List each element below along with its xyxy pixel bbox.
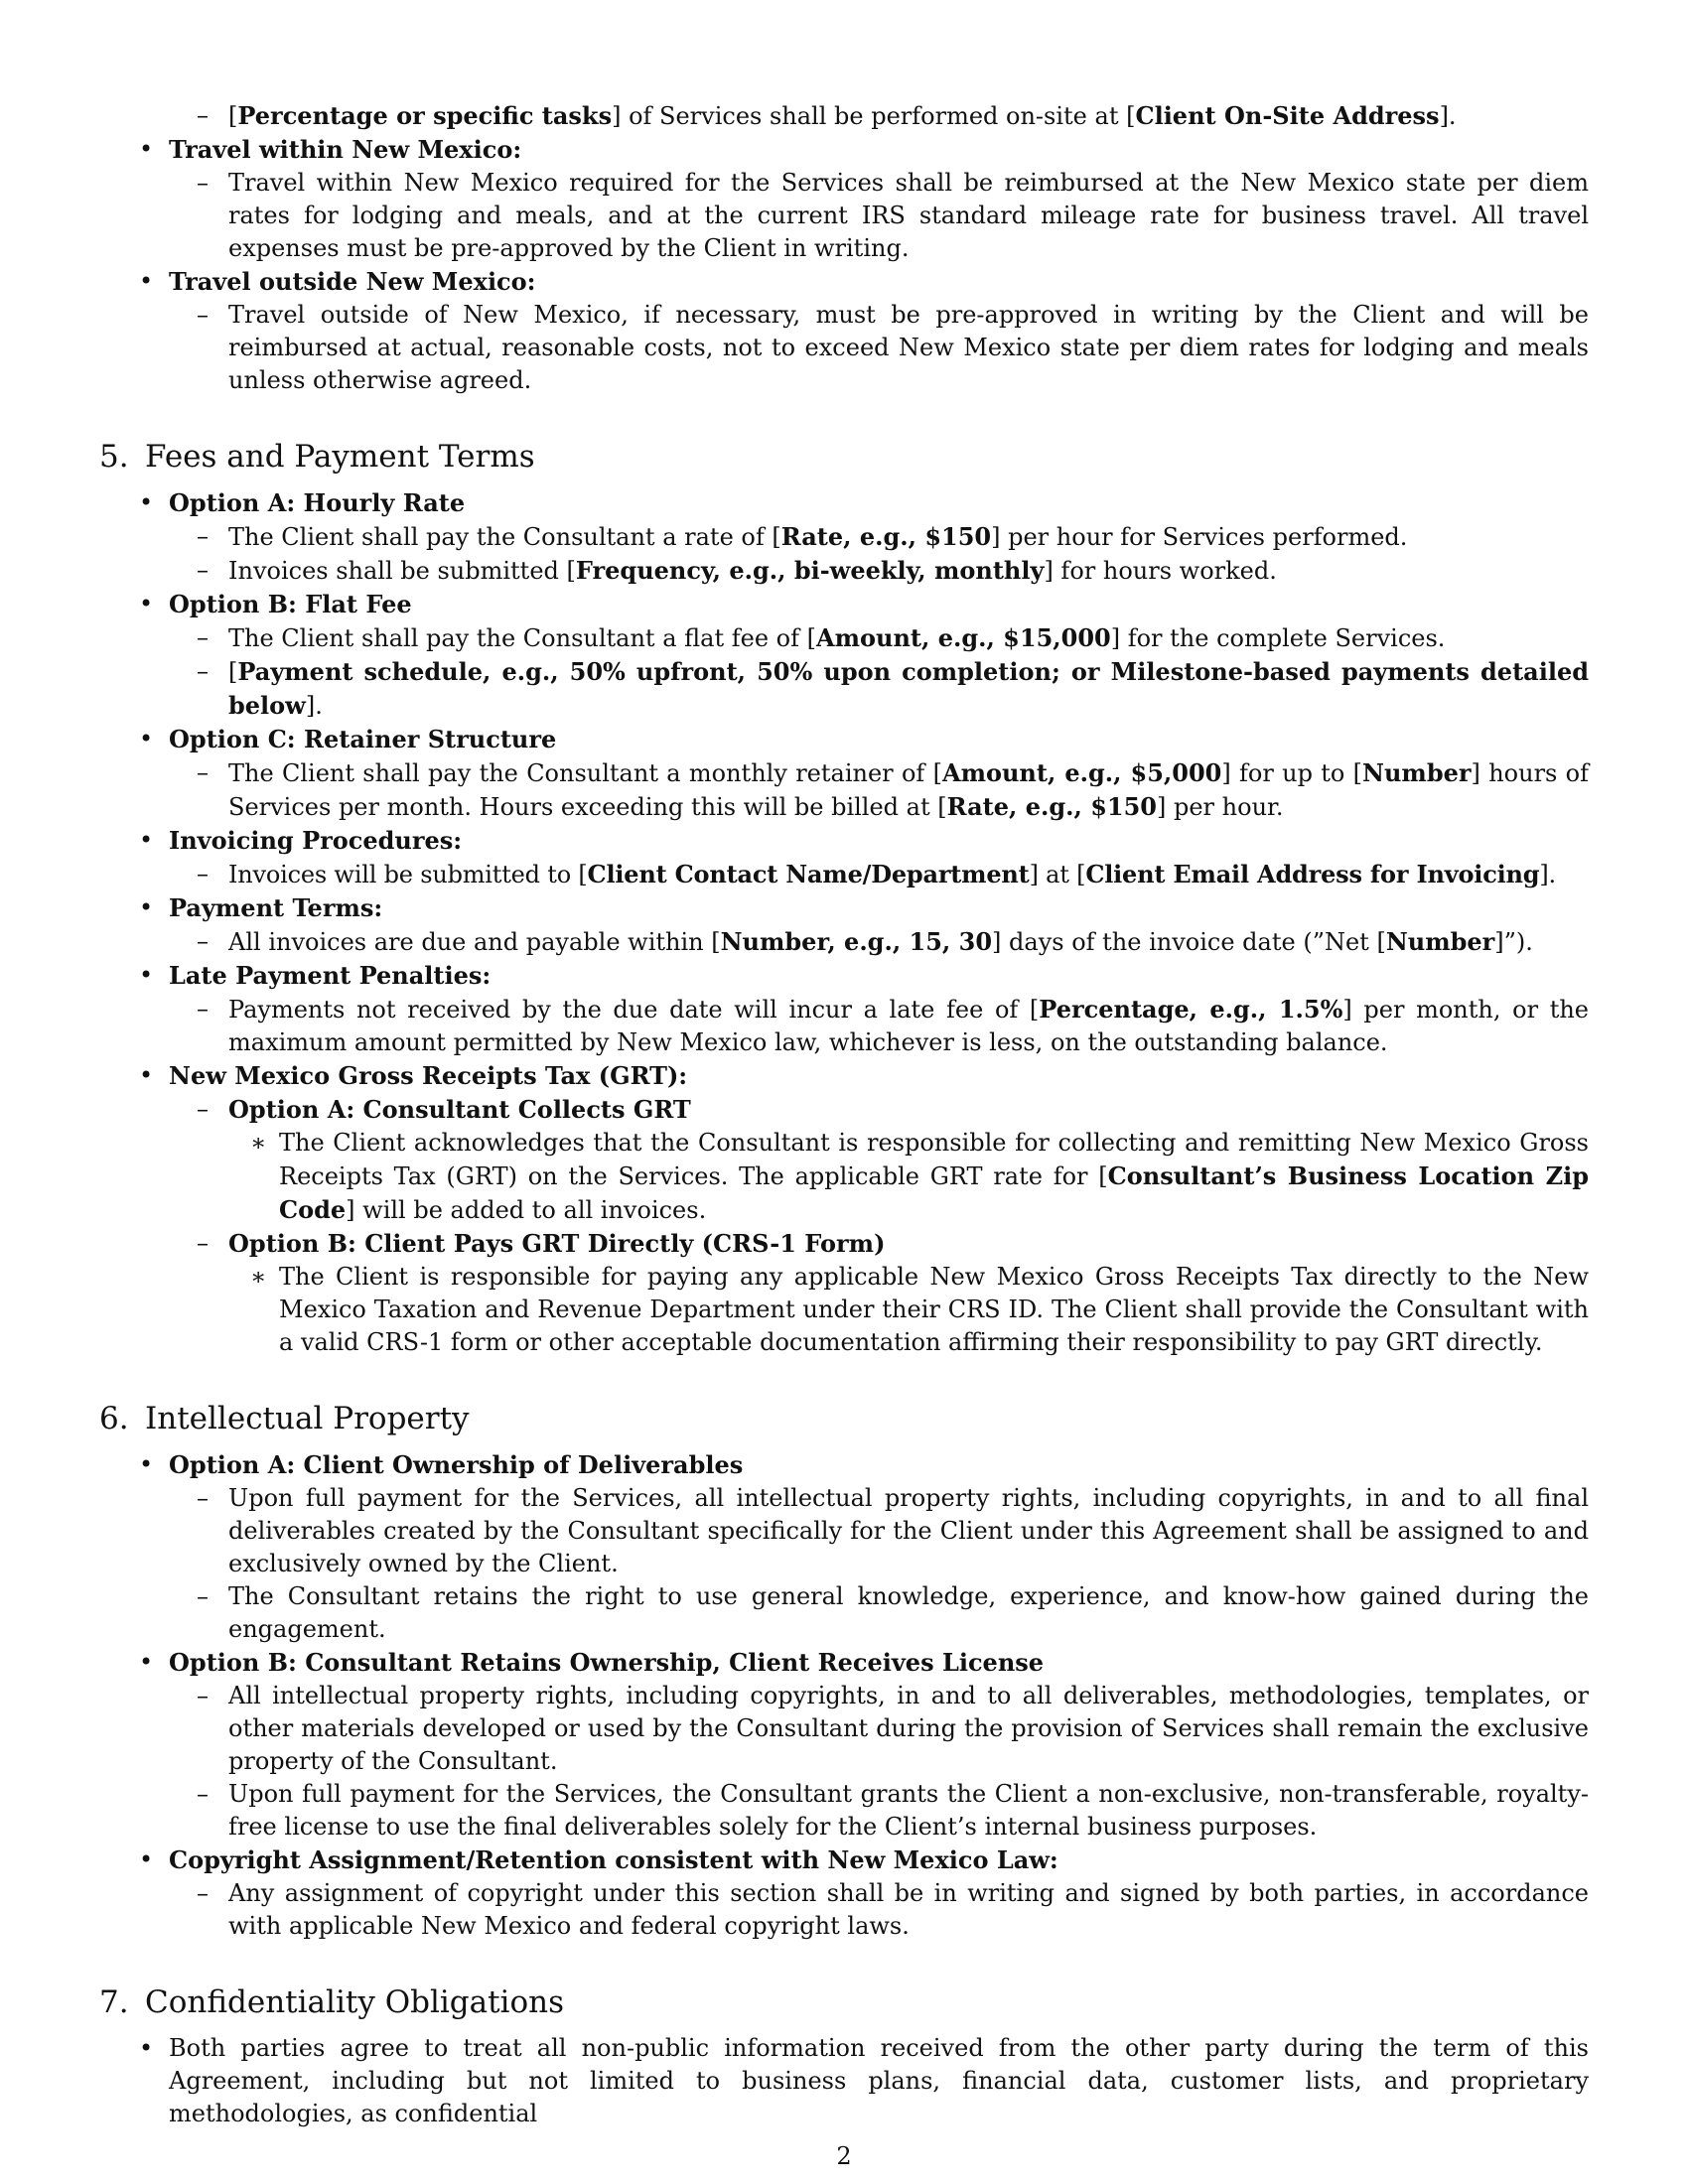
list-item: • New Mexico Gross Receipts Tax (GRT): xyxy=(139,1061,688,1090)
list-item: • Late Payment Penalties: xyxy=(139,961,492,990)
item-heading: New Mexico Gross Receipts Tax (GRT): xyxy=(169,1061,688,1090)
section-heading-confidentiality: 7. Confidentiality Obligations xyxy=(99,1984,565,2020)
list-item: • Travel within New Mexico: xyxy=(139,135,522,164)
list-item: – All invoices are due and payable within [Number, e.g., 15, 30] days of the invoice date (”Net [Number]”). xyxy=(197,927,1533,956)
list-item: • Travel outside New Mexico: xyxy=(139,267,536,296)
list-item: – The Client shall pay the Consultant a rate of [Rate, e.g., $150] per hour for Services performed. xyxy=(197,522,1408,551)
item-heading: Option B: Consultant Retains Ownership, Client Receives License xyxy=(169,1648,1045,1677)
item-heading: Invoicing Procedures: xyxy=(169,826,463,855)
page-number: 2 xyxy=(836,2142,852,2170)
list-item: ∗ The Client acknowledges that the Consultant is responsible for collecting and remitting New Mexico Gross Receipts Tax (GRT) on the Services. The applicable GRT rate for [Consultant’s Business Location Zip Code] will be added to all invoices. xyxy=(250,1129,1590,1224)
item-heading: Option B: Client Pays GRT Directly (CRS-1 Form) xyxy=(228,1229,886,1258)
item-heading: Travel outside New Mexico: xyxy=(169,267,536,296)
list-item: • Invoicing Procedures: xyxy=(139,826,463,855)
item-heading: Option A: Hourly Rate xyxy=(169,488,466,517)
list-item: – Travel within New Mexico required for the Services shall be reimbursed at the New Mexico state per diem rates for lodging and meals, and at the current IRS standard mileage rate for business travel. All travel expenses must be pre-approved by the Client in writing. xyxy=(197,169,1589,262)
document-page xyxy=(99,99,1589,2130)
item-heading: Option A: Consultant Collects GRT xyxy=(228,1095,691,1124)
item-heading: Option A: Client Ownership of Deliverables xyxy=(169,1450,744,1479)
list-item: – Option B: Client Pays GRT Directly (CRS-1 Form) xyxy=(197,1229,886,1258)
list-item: • Option A: Hourly Rate xyxy=(139,488,466,517)
list-item: • Option C: Retainer Structure xyxy=(139,725,557,753)
item-heading: Late Payment Penalties: xyxy=(169,961,492,990)
list-item: – The Client shall pay the Consultant a flat fee of [Amount, e.g., $15,000] for the complete Services. xyxy=(197,623,1446,652)
item-heading: Option B: Flat Fee xyxy=(169,590,412,618)
list-item: – Travel outside of New Mexico, if necessary, must be pre-approved in writing by the Client and will be reimbursed at actual, reasonable costs, not to exceed New Mexico state per diem rates for lodging and meals unless otherwise agreed. xyxy=(197,301,1589,394)
list-item: • Copyright Assignment/Retention consistent with New Mexico Law: xyxy=(139,1845,1058,1874)
list-item: • Option B: Consultant Retains Ownership, Client Receives License xyxy=(139,1648,1045,1677)
list-item: – [Payment schedule, e.g., 50% upfront, 50% upon completion; or Milestone-based payments detailed below]. xyxy=(197,657,1589,720)
list-item: – [Percentage or specific tasks] of Services shall be performed on-site at [Client On-Site Address]. xyxy=(197,101,1457,130)
list-item: • Option A: Client Ownership of Deliverables xyxy=(139,1450,744,1479)
list-item: – Upon full payment for the Services, the Consultant grants the Client a non-exclusive, non-transferable, royalty-free license to use the final deliverables solely for the Client’s internal business purposes. xyxy=(197,1780,1589,1841)
section-heading-ip: 6. Intellectual Property xyxy=(99,1401,470,1436)
list-item: – Payments not received by the due date will incur a late fee of [Percentage, e.g., 1.5%] per month, or the maximum amount permitted by New Mexico law, whichever is less, on the outstanding balance. xyxy=(197,995,1589,1056)
list-item: – Option A: Consultant Collects GRT xyxy=(197,1095,691,1124)
item-heading: Travel within New Mexico: xyxy=(169,135,522,164)
list-item: – Invoices will be submitted to [Client Contact Name/Department] at [Client Email Address for Invoicing]. xyxy=(197,860,1556,888)
list-item: • Payment Terms: xyxy=(139,893,383,922)
list-item: • Option B: Flat Fee xyxy=(139,590,412,618)
list-item: – Any assignment of copyright under this section shall be in writing and signed by both parties, in accordance with applicable New Mexico and federal copyright laws. xyxy=(197,1879,1589,1940)
list-item: – All intellectual property rights, including copyrights, in and to all deliverables, methodologies, templates, or other materials developed or used by the Consultant during the provision of Services shall remain the exclusive property of the Consultant. xyxy=(197,1682,1589,1775)
list-item: • Both parties agree to treat all non-public information received from the other party during the term of this Agreement, including but not limited to business plans, financial data, customer lists, and proprietary methodologies, as confidential xyxy=(139,2034,1589,2127)
item-heading: Payment Terms: xyxy=(169,893,383,922)
list-item: ∗ The Client is responsible for paying any applicable New Mexico Gross Receipts Tax directly to the New Mexico Taxation and Revenue Department under their CRS ID. The Client shall provide the Consultant with a valid CRS-1 form or other acceptable documentation affirming their responsibility to pay GRT directly. xyxy=(250,1263,1589,1356)
list-item: – Upon full payment for the Services, all intellectual property rights, including copyrights, in and to all final deliverables created by the Consultant specifically for the Client under this Agreement shall be assigned to and exclusively owned by the Client. xyxy=(197,1484,1589,1577)
section-heading-fees: 5. Fees and Payment Terms xyxy=(99,439,535,475)
item-heading: Option C: Retainer Structure xyxy=(169,725,557,753)
list-item: – Invoices shall be submitted [Frequency, e.g., bi-weekly, monthly] for hours worked. xyxy=(197,556,1277,585)
list-item: – The Client shall pay the Consultant a monthly retainer of [Amount, e.g., $5,000] for up to [Number] hours of Services per month. Hours exceeding this will be billed at [Rate, e.g., $150] per hour. xyxy=(197,758,1589,821)
list-item: – The Consultant retains the right to use general knowledge, experience, and know-how gained during the engagement. xyxy=(197,1582,1589,1643)
item-heading: Copyright Assignment/Retention consistent with New Mexico Law: xyxy=(169,1845,1058,1874)
